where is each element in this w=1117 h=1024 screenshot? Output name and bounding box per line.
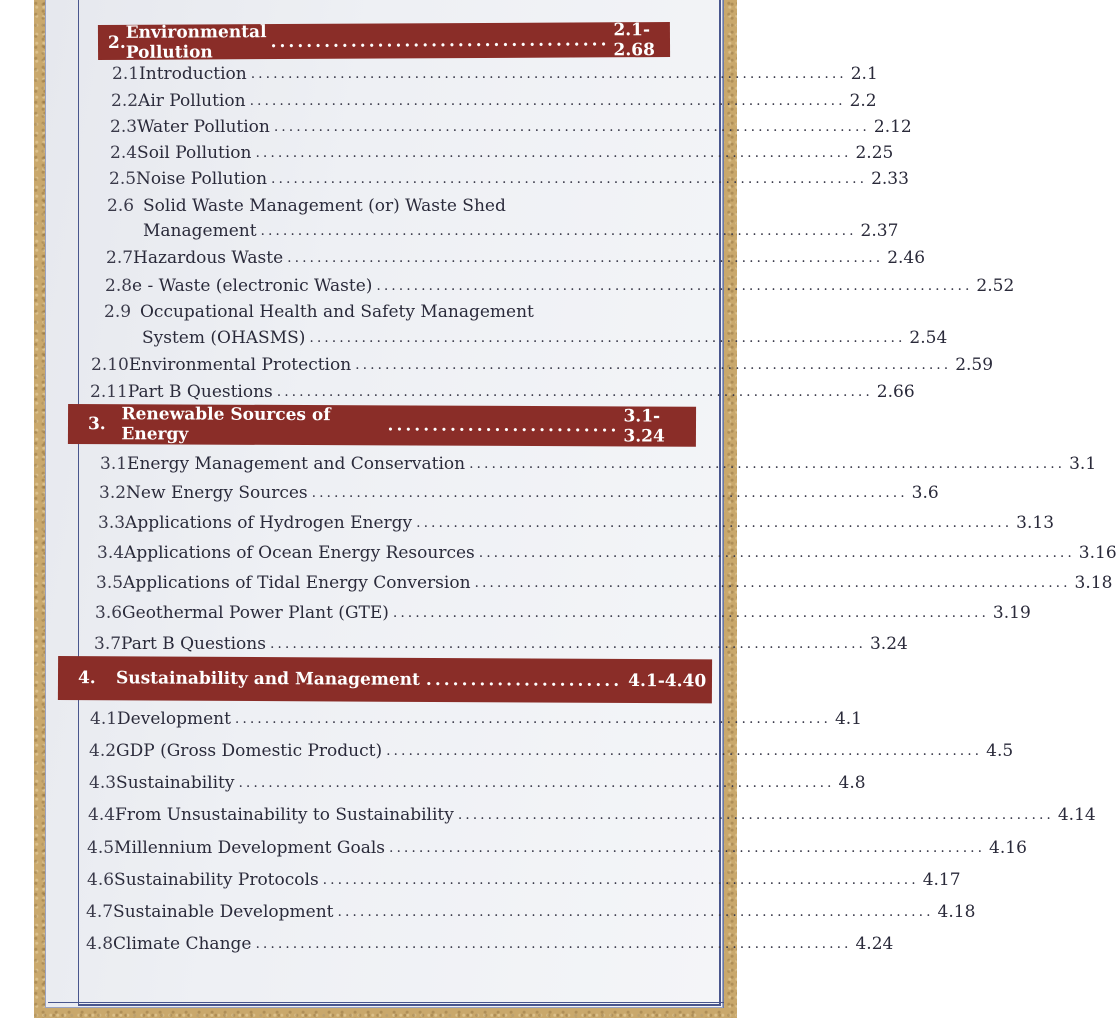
entry-page: 4.1: [834, 709, 862, 729]
entry-title-continued: System (OHASMS): [142, 328, 306, 348]
entry-number: 2.9: [104, 302, 132, 322]
entry-title: GDP (Gross Domestic Product): [116, 741, 383, 761]
entry-number: 3.2: [99, 483, 127, 503]
entry-title: Sustainable Development: [113, 902, 334, 922]
entry-title: Sustainability Protocols: [114, 870, 319, 890]
leader-dots: ................................................................................: [255, 145, 852, 161]
toc-entry[interactable]: [107, 190, 667, 216]
entry-page: 3.1: [1069, 454, 1097, 474]
toc-entry-continuation[interactable]: [142, 322, 948, 348]
entry-page: 4.5: [986, 741, 1014, 761]
chapter-title: Sustainability and Management: [115, 668, 420, 690]
chapter-pages: 3.1-3.24: [623, 406, 665, 447]
entry-title: New Energy Sources: [126, 483, 308, 503]
entry-number: 3.5: [96, 573, 124, 593]
toc-entry[interactable]: [98, 507, 1055, 533]
leader-dots: ................................................................................: [376, 278, 973, 294]
toc-entry[interactable]: [87, 864, 961, 890]
entry-number: 3.3: [98, 513, 126, 533]
entry-title: Water Pollution: [137, 117, 270, 137]
entry-number: 4.2: [89, 741, 117, 761]
chapter-title: Environmental Pollution: [125, 21, 267, 63]
entry-page: 2.52: [976, 276, 1015, 296]
entry-title: Part B Questions: [127, 382, 273, 402]
toc-entry[interactable]: [86, 928, 894, 954]
leader-dots: ................................................................................: [234, 711, 831, 727]
entry-page: 4.14: [1057, 805, 1096, 825]
leader-dots: ................................................................................: [271, 171, 868, 187]
leader-dots: ................................................................................: [250, 66, 847, 82]
entry-number: 2.3: [110, 117, 138, 137]
leader-dots: ................................................................................: [309, 330, 906, 346]
leader-dots: ................................................................................: [337, 904, 934, 920]
entry-title: Introduction: [139, 64, 247, 84]
leader-dots: ................................................................................: [474, 575, 1071, 591]
entry-page: 2.66: [876, 382, 915, 402]
chapter-number: 2.: [107, 32, 126, 53]
entry-page: 3.24: [869, 634, 908, 654]
leader-dots: ................................................................................: [276, 384, 873, 400]
entry-title: Air Pollution: [138, 91, 246, 111]
toc-entry[interactable]: [94, 628, 908, 654]
entry-page: 2.59: [955, 355, 994, 375]
entry-number: 2.1: [112, 64, 140, 84]
leader-dots: ..........................: [387, 415, 620, 437]
entry-number: 2.4: [110, 143, 138, 163]
entry-page: 2.33: [871, 169, 909, 189]
entry-title: Applications of Tidal Energy Conversion: [123, 573, 471, 593]
leader-dots: ................................................................................: [322, 872, 919, 888]
entry-number: 2.7: [106, 248, 134, 268]
leader-dots: ................................................................................: [355, 357, 952, 373]
entry-number: 4.1: [90, 709, 118, 729]
entry-number: 2.11: [90, 382, 128, 402]
entry-number: 2.5: [109, 169, 137, 189]
chapter-2-header: [98, 19, 670, 63]
leader-dots: ................................................................................: [457, 807, 1054, 823]
entry-page: 2.2: [849, 91, 877, 111]
leader-dots: ................................................................................: [386, 743, 983, 759]
toc-entry[interactable]: [95, 597, 1031, 623]
entry-title: Climate Change: [113, 934, 252, 954]
leader-dots: ................................................................................: [273, 119, 870, 135]
entry-page: 3.18: [1074, 573, 1113, 593]
toc-entry[interactable]: [89, 735, 1014, 761]
entry-number: 3.6: [95, 603, 123, 623]
entry-title: Applications of Hydrogen Energy: [125, 513, 413, 533]
leader-dots: ................................................................................: [249, 93, 846, 109]
toc-entry[interactable]: [96, 567, 1113, 593]
leader-dots: ................................................................................: [392, 605, 989, 621]
entry-page: 2.1: [850, 64, 878, 84]
entry-title: Solid Waste Management (or) Waste Shed: [143, 196, 506, 216]
toc-entry-continuation[interactable]: [143, 215, 899, 241]
toc-entry[interactable]: [90, 703, 862, 729]
leader-dots: ................................................................................: [287, 250, 884, 266]
entry-number: 3.1: [100, 454, 128, 474]
leader-dots: ................................................................................: [469, 456, 1066, 472]
toc-entry[interactable]: [100, 448, 1097, 474]
leader-dots: ................................................................................: [255, 936, 852, 952]
entry-number: 4.4: [88, 805, 116, 825]
entry-title: Sustainability: [116, 773, 235, 793]
entry-title: Environmental Protection: [128, 355, 352, 375]
chapter-pages: 2.1-2.68: [613, 19, 655, 60]
entry-title: Soil Pollution: [137, 143, 252, 163]
chapter-title: Renewable Sources of Energy: [121, 404, 331, 445]
entry-title: Applications of Ocean Energy Resources: [124, 543, 475, 563]
entry-number: 3.4: [97, 543, 125, 563]
toc-entry[interactable]: [110, 111, 912, 137]
toc-entry[interactable]: [87, 832, 1027, 858]
leader-dots: ................................................................................: [389, 840, 986, 856]
toc-entry[interactable]: [104, 296, 666, 322]
entry-number: 4.3: [89, 773, 117, 793]
toc-entry[interactable]: [91, 349, 994, 375]
entry-title: Millennium Development Goals: [114, 838, 386, 858]
leader-dots: ................................................................................: [311, 485, 908, 501]
chapter-3-header: [68, 404, 696, 447]
entry-number: 2.8: [105, 276, 133, 296]
toc-entry[interactable]: [105, 270, 1015, 296]
entry-number: 4.6: [87, 870, 115, 890]
entry-title: Hazardous Waste: [133, 248, 284, 268]
entry-title: From Unsustainability to Sustainability: [115, 805, 454, 825]
chapter-number: 4.: [77, 668, 96, 689]
page-border-bottom: [48, 990, 724, 1003]
toc-entry[interactable]: [110, 137, 894, 163]
entry-page: 4.17: [922, 870, 961, 890]
leader-dots: ................................................................................: [260, 223, 857, 239]
toc-entry[interactable]: [90, 376, 915, 402]
entry-page: 2.25: [855, 143, 894, 163]
entry-number: 4.8: [86, 934, 114, 954]
entry-page: 2.46: [887, 248, 926, 268]
chapter-number: 3.: [87, 414, 106, 435]
entry-title: Development: [117, 709, 231, 729]
entry-number: 2.10: [91, 355, 129, 375]
chapter-4-header: [58, 656, 712, 703]
entry-number: 2.2: [111, 91, 139, 111]
toc-entry[interactable]: [106, 242, 926, 268]
chapter-pages: 4.1-4.40: [628, 670, 707, 692]
entry-title: Energy Management and Conservation: [127, 454, 466, 474]
entry-number: 2.6: [107, 196, 135, 216]
entry-page: 2.37: [860, 221, 899, 241]
entry-title: e - Waste (electronic Waste): [132, 276, 373, 296]
leader-dots: ................................................................................: [416, 515, 1013, 531]
toc-entry[interactable]: [86, 896, 976, 922]
entry-page: 4.18: [937, 902, 976, 922]
entry-page: 2.12: [873, 117, 912, 137]
toc-entry[interactable]: [89, 767, 866, 793]
toc-entry[interactable]: [111, 85, 877, 111]
entry-number: 4.5: [87, 838, 115, 858]
leader-dots: ......................................: [270, 29, 610, 52]
entry-page: 3.6: [911, 483, 939, 503]
entry-number: 3.7: [94, 634, 122, 654]
leader-dots: ................................................................................: [238, 775, 835, 791]
leader-dots: ......................: [425, 669, 623, 691]
toc-entry[interactable]: [99, 477, 939, 503]
entry-page: 3.13: [1016, 513, 1055, 533]
entry-page: 4.24: [855, 934, 894, 954]
leader-dots: ................................................................................: [478, 545, 1075, 561]
entry-title: Occupational Health and Safety Management: [140, 302, 534, 322]
entry-title: Part B Questions: [121, 634, 266, 654]
toc-entry[interactable]: [88, 799, 1096, 825]
toc-entry[interactable]: [97, 537, 1117, 563]
entry-page: 3.19: [992, 603, 1031, 623]
entry-title: Geothermal Power Plant (GTE): [122, 603, 389, 623]
entry-page: 2.54: [909, 328, 948, 348]
entry-page: 3.16: [1078, 543, 1117, 563]
entry-title: Noise Pollution: [136, 169, 268, 189]
entry-title-continued: Management: [143, 221, 257, 241]
toc-entry[interactable]: [112, 58, 878, 84]
entry-page: 4.16: [989, 838, 1027, 858]
toc-entry[interactable]: [109, 163, 909, 189]
entry-number: 4.7: [86, 902, 114, 922]
entry-page: 4.8: [838, 773, 866, 793]
leader-dots: ................................................................................: [269, 636, 866, 652]
